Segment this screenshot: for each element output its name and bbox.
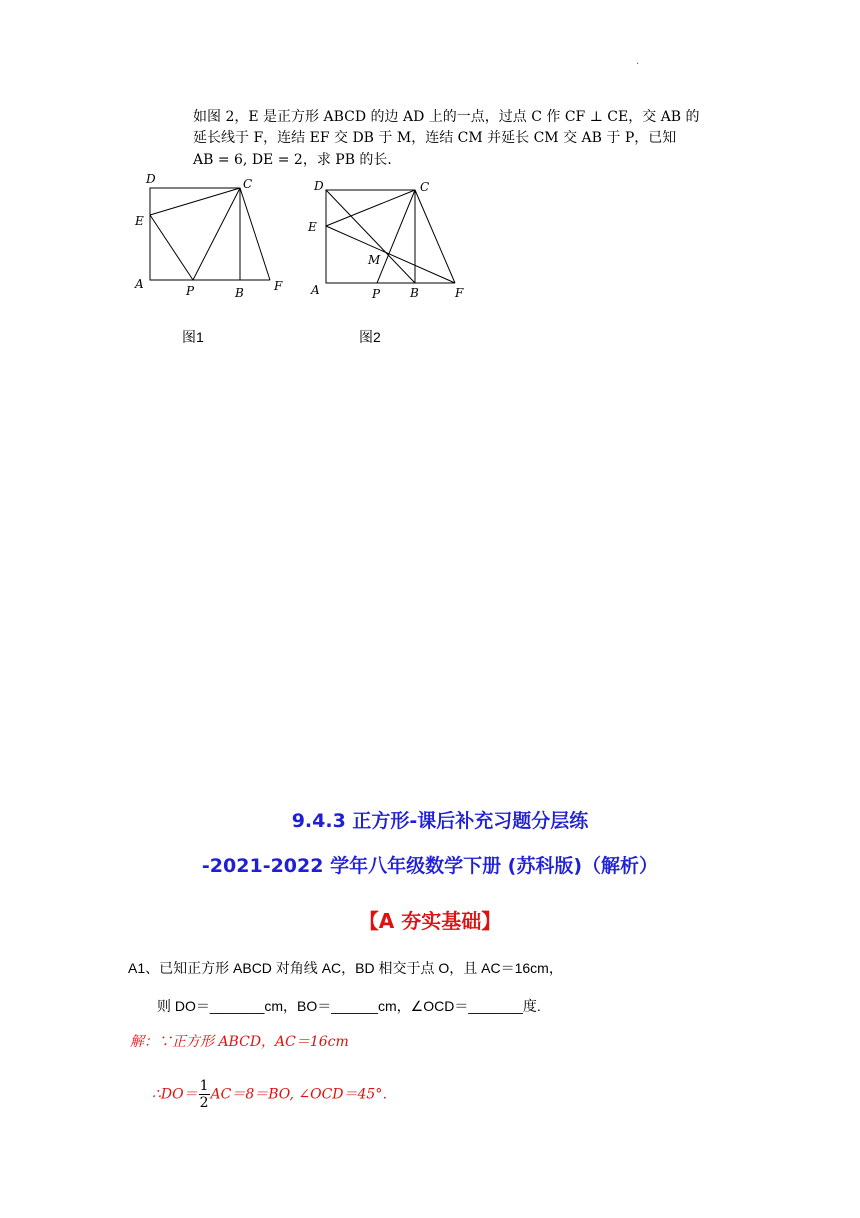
problem-line-1: 如图 2，E 是正方形 ABCD 的边 AD 上的一点，过点 C 作 CF ⊥ CE，交 AB 的	[193, 109, 700, 125]
fig1-label-c: C	[243, 177, 253, 191]
solution-prefix: ∴DO＝	[152, 1086, 198, 1103]
fig1-label-f: F	[274, 279, 283, 293]
fraction-numerator: 1	[199, 1078, 209, 1094]
fig2-label-e: E	[308, 220, 317, 234]
figure-1	[150, 188, 270, 280]
document-title: 9.4.3 正方形-课后补充习题分层练	[291, 810, 589, 832]
fig1-label-a: A	[135, 277, 144, 291]
fig1-label-b: B	[235, 286, 244, 300]
fig2-label-b: B	[410, 286, 419, 300]
figure-2	[326, 190, 455, 283]
problem-line-3: AB = 6, DE = 2，求 PB 的长．	[193, 152, 402, 168]
fig1-label-p: P	[186, 284, 195, 298]
fig1-label-e: E	[135, 214, 144, 228]
fig2-label-a: A	[311, 283, 320, 297]
fig1-label-d: D	[146, 172, 156, 186]
section-heading: 【A 夯实基础】	[358, 909, 502, 933]
solution-line-2	[152, 1078, 396, 1111]
page-mark: .	[636, 56, 640, 67]
question-line-1: A1、已知正方形 ABCD 对角线 AC，BD 相交于点 O，且 AC＝16cm，	[128, 960, 563, 976]
figure-1-caption: 图1	[182, 329, 204, 345]
fig2-label-d: D	[314, 179, 324, 193]
fraction-half	[199, 1078, 210, 1111]
question-line-2: 则 DO＝_______cm，BO＝______cm，∠OCD＝_______度.	[157, 998, 541, 1014]
figure-2-caption: 图2	[359, 329, 381, 345]
document-subtitle: -2021-2022 学年八年级数学下册 (苏科版)（解析）	[201, 855, 659, 877]
fig2-label-f: F	[455, 286, 464, 300]
problem-line-2: 延长线于 F，连结 EF 交 DB 于 M，连结 CM 并延长 CM 交 AB 于 P，已知	[193, 130, 677, 146]
solution-suffix: AC＝8＝BO, ∠OCD＝45°．	[210, 1086, 397, 1103]
geometry-figures	[130, 170, 480, 300]
fig2-label-c: C	[420, 180, 430, 194]
fig2-label-p: P	[372, 287, 381, 300]
fraction-denominator: 2	[199, 1095, 209, 1111]
fig2-label-m: M	[368, 253, 381, 267]
solution-line-1: 解：∵正方形 ABCD，AC＝16cm	[130, 1034, 349, 1050]
